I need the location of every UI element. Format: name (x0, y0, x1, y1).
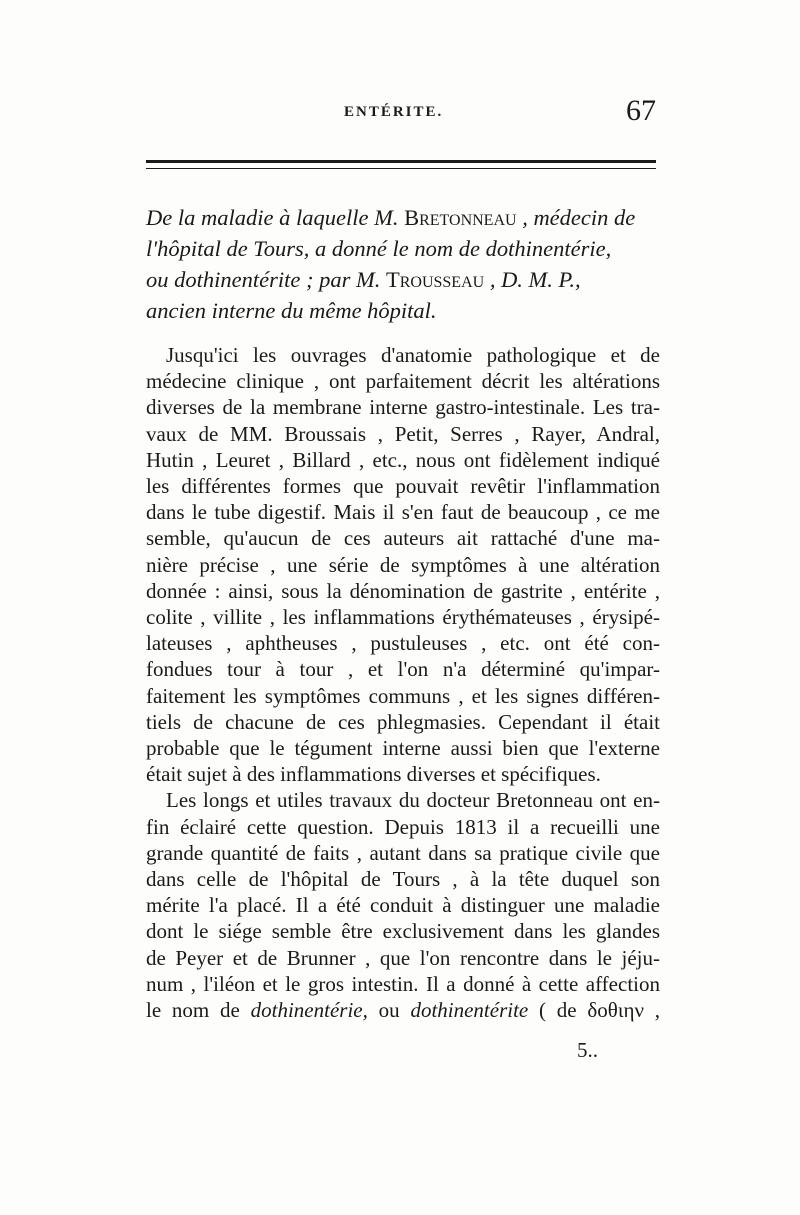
term-dothinenterie: dothinentérie, (250, 998, 368, 1023)
body-line: tiels de chacune de ces phlegmasies. Cependant il était (146, 709, 660, 734)
title-line-1 (146, 202, 662, 233)
body-line: fin éclairé cette question. Depuis 1813 il a recueilli une (146, 814, 660, 839)
header-rule-thick (146, 160, 656, 163)
last-line-prefix: le nom de (146, 998, 251, 1023)
body-line: mérite l'a placé. Il a été conduit à distinguer une maladie (146, 893, 660, 918)
term-dothinenterite: dothinentérite (410, 998, 529, 1023)
body-line: donnée : ainsi, sous la dénomination de gastrite , entérite , (146, 578, 660, 603)
signature-mark: 5.. (577, 1038, 598, 1062)
body-line: grande quantité de faits , autant dans sa pratique civile que (146, 840, 660, 865)
body-line: était sujet à des inflammations diverses et spécifiques. (146, 762, 601, 787)
body-line: faitement les symptômes communs , et les signes différen- (146, 683, 660, 708)
body-line: fondues tour à tour , et l'on n'a déterminé qu'impar- (146, 657, 660, 682)
title-line-4: ancien interne du même hôpital. (146, 298, 437, 323)
page-number: 67 (626, 94, 656, 127)
body-line-last (146, 997, 660, 1023)
body-line: dans le tube digestif. Mais il s'en faut de beaucoup , ce me (146, 500, 660, 525)
last-line-mid: ou (367, 998, 411, 1023)
title-line-1-suffix: , médecin de (516, 205, 636, 230)
body-line: Les longs et utiles travaux du docteur Bretonneau ont en- (166, 788, 660, 813)
title-line-3 (146, 264, 662, 295)
body-line: dans celle de l'hôpital de Tours , à la tête duquel son (146, 867, 660, 892)
body-line: Hutin , Leuret , Billard , etc., nous ont fidèlement indiqué (146, 447, 660, 472)
article-title (146, 202, 662, 326)
title-author-bretonneau: Bretonneau (404, 205, 517, 230)
last-line-suffix: ( de δοθιην , (528, 998, 660, 1023)
body-line: de Peyer et de Brunner , que l'on rencontre dans le jéju- (146, 945, 660, 970)
title-line-3-prefix: ou dothinentérite ; par M. (146, 267, 386, 292)
body-line: colite , villite , les inflammations érythémateuses , érysipé- (146, 605, 660, 630)
header-rule-thin (146, 168, 656, 169)
running-head (0, 94, 800, 134)
body-line: vaux de MM. Broussais , Petit, Serres , Rayer, Andral, (146, 421, 660, 446)
body-line: nière précise , une série de symptômes à une altération (146, 552, 660, 577)
body-line: diverses de la membrane interne gastro-intestinale. Les tra- (146, 395, 660, 420)
body-line: les différentes formes que pouvait revêtir l'inflammation (146, 474, 660, 499)
title-line-2: l'hôpital de Tours, a donné le nom de dothinentérie, (146, 236, 612, 261)
body-line: Jusqu'ici les ouvrages d'anatomie pathologique et de (166, 343, 660, 367)
running-title: ENTÉRITE. (344, 104, 444, 120)
body-line: probable que le tégument interne aussi bien que l'externe (146, 736, 660, 761)
title-line-1-prefix: De la maladie à laquelle M. (146, 205, 405, 230)
body-line: dont le siége semble être exclusivement dans les glandes (146, 919, 660, 944)
title-line-3-suffix: , D. M. P., (484, 267, 581, 292)
title-author-trousseau: Trousseau (385, 267, 485, 292)
body-text (146, 342, 660, 1023)
body-line: médecine clinique , ont parfaitement décrit les altérations (146, 369, 660, 394)
body-line: semble, qu'aucun de ces auteurs ait rattaché d'une ma- (146, 526, 660, 551)
body-line: lateuses , aphtheuses , pustuleuses , etc. ont été con- (146, 631, 660, 656)
body-line: num , l'iléon et le gros intestin. Il a donné à cette affection (146, 971, 660, 996)
